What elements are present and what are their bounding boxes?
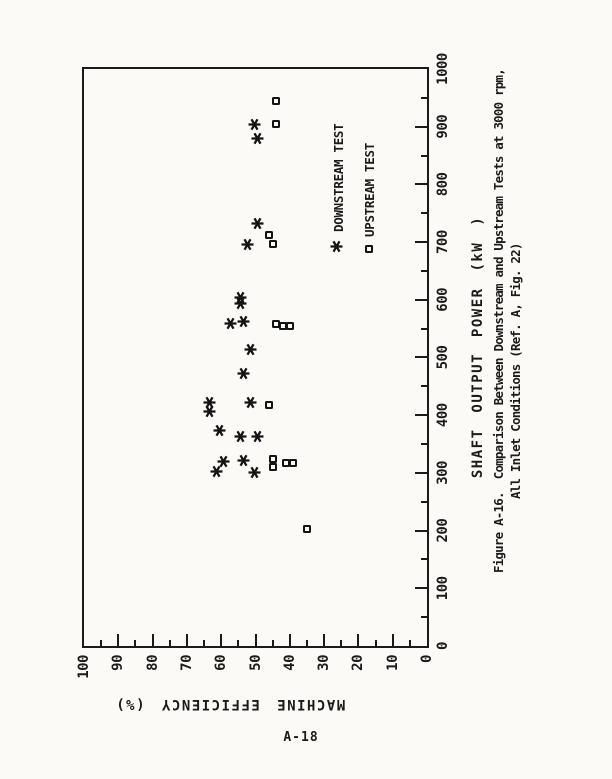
legend-item-downstream <box>331 124 345 253</box>
y-minor-tick <box>100 640 102 646</box>
y-major-tick <box>186 634 188 646</box>
x-tick-label: 0 <box>435 642 451 650</box>
x-major-tick <box>415 587 427 589</box>
legend <box>331 124 393 253</box>
x-tick-label: 400 <box>435 403 451 428</box>
x-tick-label: 1000 <box>435 53 451 85</box>
legend-label-downstream: DOWNSTREAM TEST <box>330 123 346 232</box>
x-major-tick <box>415 472 427 474</box>
data-point-upstream <box>265 231 273 239</box>
y-minor-tick <box>375 640 377 646</box>
x-minor-tick <box>421 97 427 99</box>
data-point-downstream <box>235 454 254 467</box>
data-point-upstream <box>272 97 280 105</box>
x-minor-tick <box>421 270 427 272</box>
data-point-upstream <box>269 240 277 248</box>
y-minor-tick <box>340 640 342 646</box>
y-major-tick <box>323 634 325 646</box>
data-point-downstream <box>222 317 241 330</box>
data-point-downstream <box>249 132 268 145</box>
y-minor-tick <box>409 640 411 646</box>
legend-label-upstream: UPSTREAM TEST <box>361 143 377 237</box>
y-tick-label: 70 <box>178 655 195 671</box>
data-point-downstream <box>249 217 268 230</box>
data-point-downstream <box>246 118 265 131</box>
y-tick-label: 80 <box>144 655 161 671</box>
data-point-downstream <box>211 424 230 437</box>
square-marker-icon <box>365 245 373 253</box>
y-major-tick <box>117 634 119 646</box>
x-major-tick <box>415 414 427 416</box>
y-major-tick <box>255 634 257 646</box>
x-tick-label: 200 <box>435 518 451 543</box>
y-tick-label: 40 <box>281 655 298 671</box>
x-tick-label: 300 <box>435 461 451 485</box>
y-major-tick <box>152 634 154 646</box>
y-major-tick <box>357 634 359 646</box>
x-minor-tick <box>421 212 427 214</box>
x-tick-label: 700 <box>435 230 451 255</box>
data-point-upstream <box>269 455 277 463</box>
data-point-downstream <box>201 405 220 418</box>
figure-rotated-group <box>70 37 550 718</box>
data-point-downstream <box>242 396 261 409</box>
data-point-upstream <box>265 401 273 409</box>
y-tick-label: 10 <box>384 655 401 671</box>
x-minor-tick <box>421 501 427 503</box>
asterisk-marker-icon <box>330 240 346 253</box>
y-minor-tick <box>169 640 171 646</box>
y-major-tick <box>289 634 291 646</box>
data-point-upstream <box>303 525 311 533</box>
page-number: A-18 <box>283 730 319 745</box>
data-point-upstream <box>269 463 277 471</box>
y-minor-tick <box>134 640 136 646</box>
x-tick-label: 800 <box>435 172 451 197</box>
data-point-downstream <box>249 430 268 443</box>
x-major-tick <box>415 241 427 243</box>
x-major-tick <box>415 299 427 301</box>
x-minor-tick <box>421 616 427 618</box>
x-major-tick <box>415 126 427 128</box>
y-tick-label: 30 <box>316 655 333 671</box>
y-major-tick <box>392 634 394 646</box>
x-minor-tick <box>421 558 427 560</box>
data-point-downstream <box>239 239 258 252</box>
caption-text-1: Comparison Between Downstream and Upstream Tests at 3000 rpm, <box>491 69 506 480</box>
x-major-tick <box>415 357 427 359</box>
x-tick-label: 500 <box>435 345 451 370</box>
x-minor-tick <box>421 443 427 445</box>
x-minor-tick <box>421 385 427 387</box>
plot-area <box>76 53 451 679</box>
x-minor-tick <box>421 155 427 157</box>
y-minor-tick <box>203 640 205 646</box>
caption-line-1 <box>490 69 507 573</box>
legend-item-upstream <box>362 124 376 253</box>
data-point-downstream <box>208 465 227 478</box>
data-point-downstream <box>232 430 251 443</box>
figure-caption <box>490 69 524 573</box>
y-tick-label: 60 <box>213 655 230 671</box>
data-point-upstream <box>272 120 280 128</box>
y-minor-tick <box>237 640 239 646</box>
data-point-upstream <box>289 459 297 467</box>
x-major-tick <box>415 183 427 185</box>
y-tick-label: 50 <box>247 655 264 671</box>
data-point-upstream <box>286 322 294 330</box>
y-minor-tick <box>306 640 308 646</box>
x-tick-label: 100 <box>435 576 451 601</box>
x-tick-label: 600 <box>435 287 451 312</box>
y-tick-label: 0 <box>419 655 435 663</box>
y-minor-tick <box>272 640 274 646</box>
y-tick-label: 100 <box>76 655 92 679</box>
x-major-tick <box>415 530 427 532</box>
data-point-downstream <box>232 297 251 310</box>
figure-label: Figure A-16. <box>491 492 506 573</box>
x-axis-title: SHAFT OUTPUT POWER (kW ) <box>470 215 486 479</box>
y-major-tick <box>220 634 222 646</box>
x-tick-label: 900 <box>435 114 451 139</box>
data-point-downstream <box>246 466 265 479</box>
data-point-downstream <box>235 367 254 380</box>
y-axis-title: MACHINE EFFICIENCY (%) <box>114 696 346 712</box>
y-tick-label: 20 <box>350 655 367 671</box>
y-tick-label: 90 <box>110 655 127 671</box>
data-point-downstream <box>242 344 261 357</box>
caption-line-2: All Inlet Conditions (Ref. A, Fig. 22) <box>508 243 523 499</box>
x-minor-tick <box>421 328 427 330</box>
